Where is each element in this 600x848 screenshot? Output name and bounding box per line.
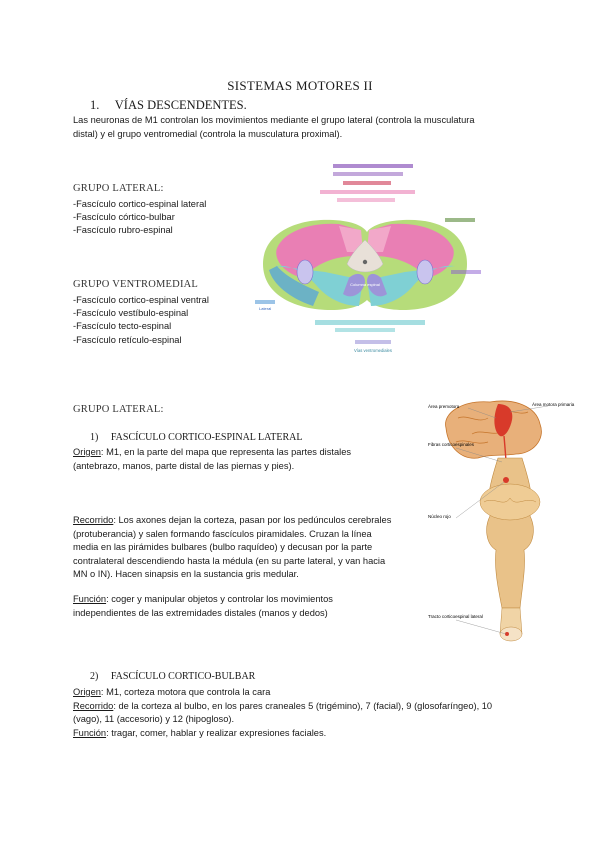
- intro-line: Las neuronas de M1 controlan los movimientos mediante el grupo lateral (controla la musculatura: [73, 115, 475, 125]
- section-number: 1.: [90, 98, 100, 112]
- route-text: (protuberancia) y salen formando fascículos piramidales. Cruzan la línea: [73, 528, 372, 539]
- ventromedial-group-list: [73, 294, 209, 347]
- route-text: : Los axones dejan la corteza, pasan por los pedúnculos cerebrales: [113, 515, 392, 525]
- list-item: -Fascículo cortico-espinal ventral: [73, 295, 209, 305]
- cord-center-label: Columna espinal: [350, 282, 380, 287]
- lateral-group-heading: GRUPO LATERAL:: [73, 183, 164, 194]
- red-nucleus-label: Núcleo rojo: [428, 514, 451, 519]
- function-text: independientes de las extremidades distales (manos y dedos): [73, 607, 328, 618]
- tract2-body: [73, 686, 543, 740]
- tract2-number: 2): [90, 671, 99, 682]
- route-text: media en las pirámides bulbares (bulbo raquídeo) y decusan por la parte: [73, 542, 373, 553]
- function-text: : tragar, comer, hablar y realizar expresiones faciales.: [106, 727, 327, 738]
- intro-line: distal) y el grupo ventromedial (controla la musculatura proximal).: [73, 128, 343, 139]
- origin-label: Origen: [73, 447, 101, 457]
- cord-side-label: Lateral: [259, 306, 272, 311]
- function-label: Función: [73, 727, 107, 738]
- tract1-route: [73, 514, 433, 582]
- list-item: -Fascículo cortico-espinal lateral: [73, 199, 207, 209]
- brain-tract-figure: [428, 398, 578, 648]
- origin-text: : M1, corteza motora que controla la cara: [100, 687, 271, 697]
- route-text: contralateral descendiendo hasta la médula (en su parte lateral, y van hacia: [73, 555, 386, 566]
- tract2-title: FASCÍCULO CORTICO-BULBAR: [110, 671, 256, 682]
- list-item: -Fascículo rubro-espinal: [73, 225, 173, 236]
- tract1-origin: [73, 446, 433, 473]
- premotor-label: Área premotora: [428, 404, 460, 409]
- tract1-heading: [90, 432, 302, 443]
- route-text: MN o IN). Hacen sinapsis en la sustancia gris medular.: [73, 569, 299, 580]
- route-label: Recorrido: [73, 515, 114, 525]
- tract1-number: 1): [90, 432, 99, 443]
- route-text: (vago), 11 (accesorio) y 12 (hipogloso).: [73, 714, 235, 725]
- list-item: -Fascículo tecto-espinal: [73, 321, 172, 332]
- tract1-title: FASCÍCULO CORTICO-ESPINAL LATERAL: [110, 432, 303, 443]
- lateral-group-heading-2: GRUPO LATERAL:: [73, 404, 164, 415]
- route-label: Recorrido: [73, 700, 114, 711]
- origin-text: (antebrazo, manos, parte distal de las piernas y pies).: [73, 460, 295, 471]
- function-text: : coger y manipular objetos y controlar los movimientos: [106, 594, 333, 604]
- lateral-group-list: [73, 198, 206, 238]
- ventromedial-group-heading: GRUPO VENTROMEDIAL: [73, 279, 199, 290]
- fibers-label: Fibras corticoespinales: [428, 442, 475, 447]
- page-title: SISTEMAS MOTORES II: [227, 78, 373, 93]
- origin-text: : M1, en la parte del mapa que representa las partes distales: [100, 447, 352, 457]
- route-text: : de la corteza al bulbo, en los pares craneales 5 (trigémino), 7 (facial), 9 (glosofaríngeo), 10: [113, 700, 493, 711]
- list-item: -Fascículo retículo-espinal: [73, 334, 182, 345]
- tract-label: Tracto corticoespinal lateral: [428, 614, 483, 619]
- spinal-cord-figure: [255, 160, 490, 355]
- list-item: -Fascículo córtico-bulbar: [73, 212, 175, 223]
- motor-primary-label: Área motora primaria: [532, 402, 575, 407]
- cord-bottom-label: Vías ventromediales: [354, 348, 392, 353]
- origin-label: Origen: [73, 687, 101, 697]
- tract2-heading: [90, 671, 255, 682]
- tract1-function: [73, 593, 433, 620]
- section-title: VÍAS DESCENDENTES.: [114, 98, 247, 112]
- list-item: -Fascículo vestíbulo-espinal: [73, 308, 189, 319]
- section-heading: [90, 98, 247, 113]
- function-label: Función: [73, 594, 107, 604]
- intro-paragraph: [73, 114, 533, 141]
